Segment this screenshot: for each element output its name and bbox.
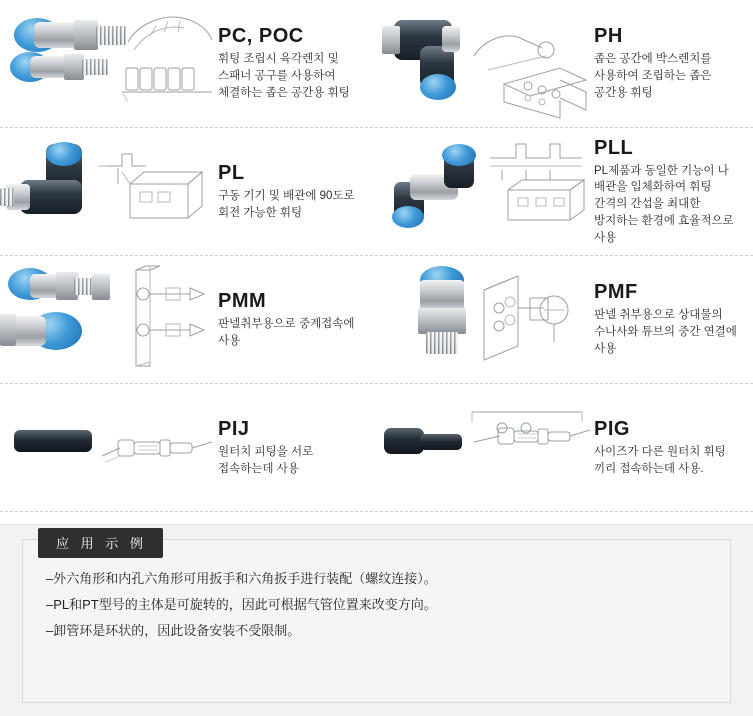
valve-mount-sketch xyxy=(96,140,216,246)
male-thread xyxy=(0,188,14,206)
product-cell-pij xyxy=(0,384,376,511)
product-cell-pmm xyxy=(0,256,376,383)
nickel-cap xyxy=(442,26,460,52)
box-wrench-assembly-sketch xyxy=(468,10,594,120)
product-row xyxy=(0,128,753,256)
product-text xyxy=(594,281,752,357)
panel-title: 应 用 示 例 xyxy=(38,528,163,558)
panel-mount-sketch xyxy=(110,264,218,376)
panel-note-line: –外六角形和内孔六角形可用扳手和六角扳手进行装配（螺纹连接）。 xyxy=(46,571,437,586)
hex-nut xyxy=(0,314,16,346)
pll-fitting-illustration xyxy=(376,128,594,255)
pmm-fitting-illustration xyxy=(0,256,218,383)
hand-wrench-sketch xyxy=(120,6,218,122)
product-text xyxy=(218,290,376,349)
blue-release-collar xyxy=(442,144,476,166)
product-description: 원터치 피팅을 서로 접속하는데 사용 xyxy=(218,445,314,475)
product-description: 휘팅 조립시 육각렌치 및 스패너 공구를 사용하여 체결하는 좁은 공간용 휘팅 xyxy=(218,53,350,99)
pij-fitting-illustration xyxy=(0,384,218,511)
union-connection-sketch xyxy=(98,404,218,494)
panel-note-line: –PL和PT型号的主体是可旋转的，因此可根据气管位置来改变方向。 xyxy=(46,597,437,612)
male-thread xyxy=(82,59,108,75)
hex-nut xyxy=(64,54,84,80)
blue-release-collar xyxy=(392,206,424,228)
ph-fitting-illustration xyxy=(376,0,594,127)
dark-union-tube xyxy=(14,430,92,452)
product-description: 좁은 공간에 박스렌치를 사용하여 조립하는 좁은 공간용 휘팅 xyxy=(594,53,712,99)
reducer-connection-sketch xyxy=(468,398,594,494)
product-row xyxy=(0,256,753,384)
product-cell-pl xyxy=(0,128,376,255)
blue-release-collar xyxy=(46,142,82,166)
product-code: PIJ xyxy=(218,417,250,440)
product-code: PMM xyxy=(218,289,267,312)
product-cell-pc-poc xyxy=(0,0,376,127)
hex-nut xyxy=(74,20,98,50)
pig-fitting-illustration xyxy=(376,384,594,511)
product-row xyxy=(0,384,753,512)
dark-reducer-large xyxy=(384,428,424,454)
blue-release-collar xyxy=(420,74,456,100)
product-cell-pll xyxy=(376,128,752,255)
product-description: PL제품과 동일한 기능이 나 배관을 입체화하여 휘팅 간격의 간섭을 최대한 방지하는 환경에 효율적으로 사용 xyxy=(594,164,734,244)
product-code: PLL xyxy=(594,136,634,159)
hex-lock-nut xyxy=(92,274,110,300)
pl-fitting-illustration xyxy=(0,128,218,255)
stacked-fittings-sketch xyxy=(482,136,594,248)
product-code: PC, POC xyxy=(218,25,304,48)
product-row xyxy=(0,0,753,128)
product-code: PIG xyxy=(594,417,630,440)
product-text xyxy=(218,162,376,221)
product-cell-pig xyxy=(376,384,752,511)
pmf-fitting-illustration xyxy=(376,256,594,383)
pc-poc-fitting-illustration xyxy=(0,0,218,127)
product-text xyxy=(218,25,376,101)
product-cell-pmf xyxy=(376,256,752,383)
product-cell-ph xyxy=(376,0,752,127)
panel-body xyxy=(46,566,706,644)
panel-plate-sketch xyxy=(474,264,592,376)
hex-nut xyxy=(418,308,466,334)
hex-nut xyxy=(382,26,400,54)
product-code: PL xyxy=(218,161,245,184)
product-text xyxy=(594,418,752,477)
product-code: PH xyxy=(594,25,623,48)
nickel-body xyxy=(420,280,464,310)
dark-reducer-small xyxy=(420,434,462,450)
product-text xyxy=(594,137,752,246)
product-description: 판넬 취부용으로 상대물의 수나사와 튜브의 중간 연결에 사용 xyxy=(594,309,737,355)
female-thread xyxy=(426,332,458,354)
product-text xyxy=(594,25,752,101)
product-description: 판넬취부용으로 중계접속에 사용 xyxy=(218,317,355,347)
product-code: PMF xyxy=(594,281,638,304)
product-description: 사이즈가 다른 원터치 휘팅 끼리 접속하는데 사용. xyxy=(594,445,726,475)
panel-note-line: –卸管环是环状的，因此设备安装不受限制。 xyxy=(46,623,301,638)
product-text xyxy=(218,418,376,477)
product-description: 구동 기기 및 배관에 90도로 회전 가능한 휘팅 xyxy=(218,189,355,219)
